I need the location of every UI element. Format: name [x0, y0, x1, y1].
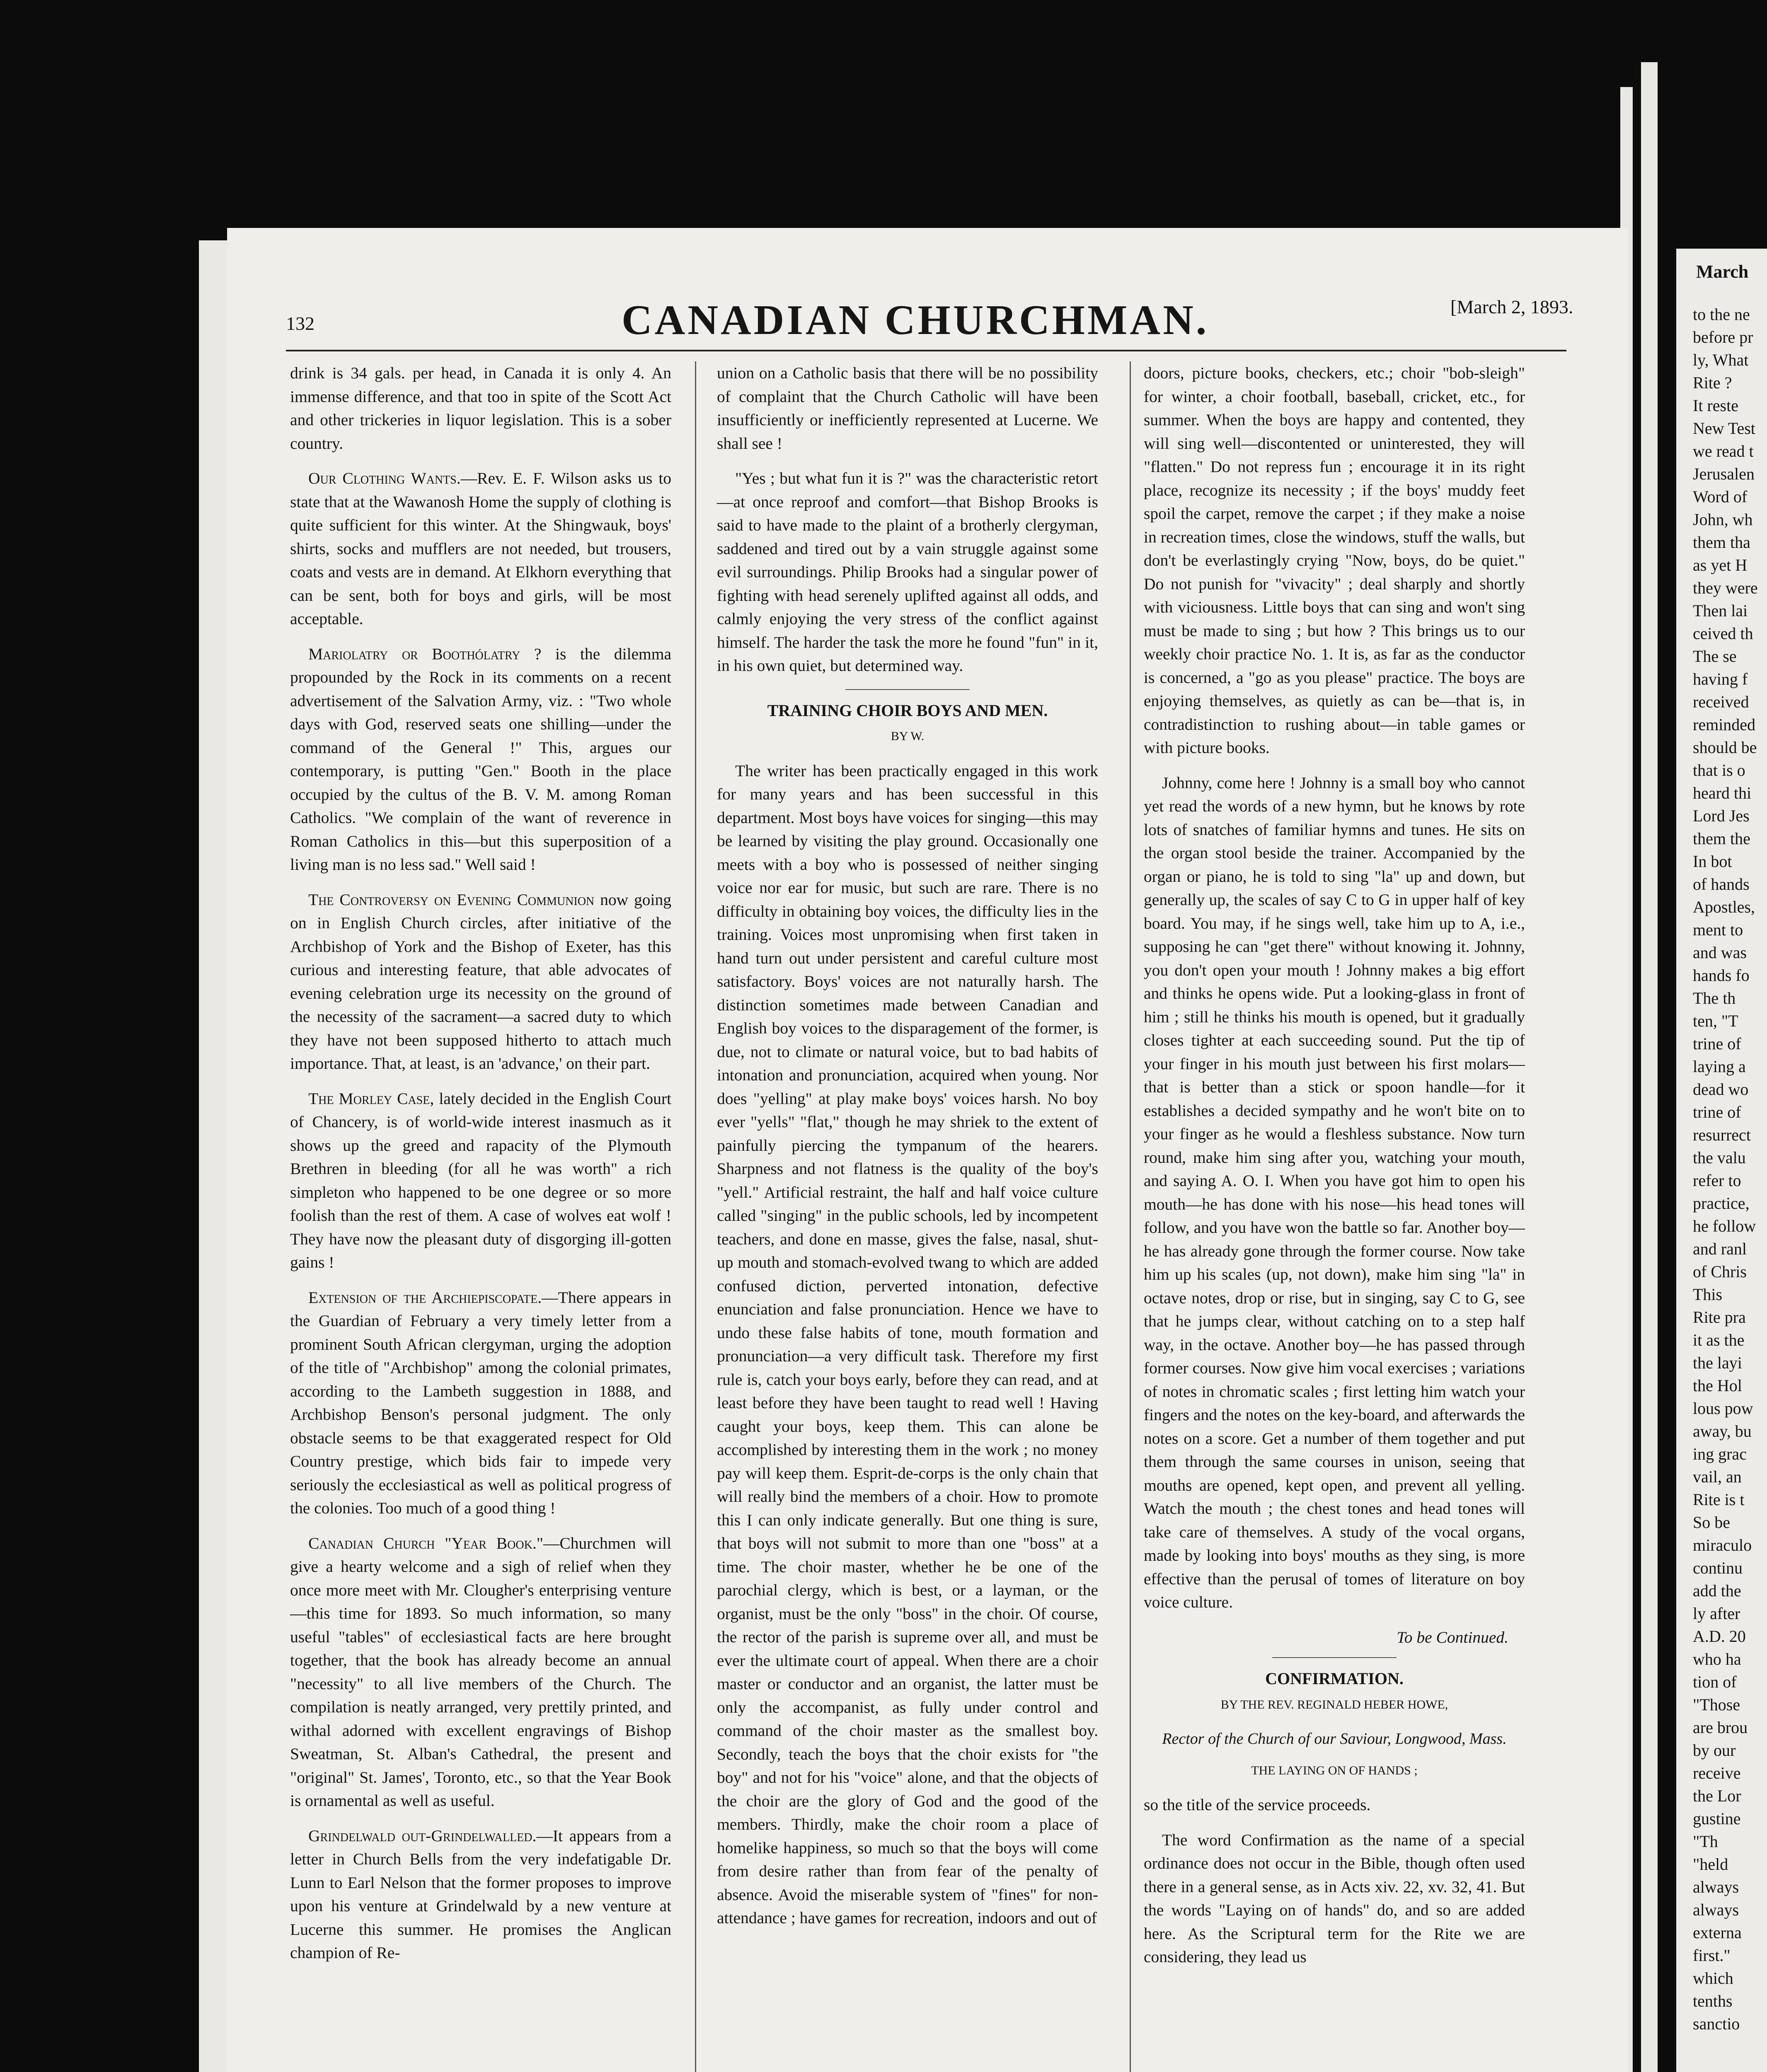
- paragraph-lead: The Morley Case,: [308, 1089, 434, 1108]
- column-rule: [1130, 361, 1131, 2072]
- adjacent-page-line: we read t: [1693, 442, 1754, 460]
- to-be-continued: To be Continued.: [1397, 1628, 1508, 1646]
- header-rule: [286, 350, 1566, 351]
- paragraph-lead: The Controversy on Evening Communion: [308, 890, 595, 909]
- paragraph: [290, 1087, 671, 1274]
- adjacent-page-line: and was: [1693, 943, 1747, 962]
- column-rule: [695, 361, 696, 2072]
- adjacent-page-line: which: [1693, 1969, 1733, 1987]
- adjacent-page-line: ly, What: [1693, 351, 1749, 369]
- adjacent-page-line: Rite pra: [1693, 1308, 1746, 1326]
- adjacent-page-line: "Those: [1693, 1695, 1740, 1714]
- adjacent-page-line: of Chris: [1693, 1262, 1747, 1281]
- adjacent-page-line: to the ne: [1693, 305, 1750, 324]
- page-number: 132: [286, 313, 315, 334]
- paragraph-text: —Rev. E. F. Wilson asks us to state that at the Wawanosh Home the supply of clothing is quite sufficient for this winter. At the Shingwauk, boys' shirts, socks and mufflers are not needed, but trousers, coats and vests are in demand. At Elkhorn everything that can be sent, both for boys and girls, will be most acceptable.: [290, 469, 671, 628]
- adjacent-page-header: March: [1696, 261, 1749, 282]
- adjacent-page-line: The th: [1693, 989, 1736, 1007]
- adjacent-page-line: dead wo: [1693, 1080, 1749, 1099]
- paragraph-text: lately decided in the English Court of Chancery, is of world-wide interest inasmuch as it shows up the greed and rapacity of the Plymouth Brethren in bleeding (for all he was worth" a rich simpleton who happened to be one degree or so more foolish than the rest of them. A case of wolves eat wolf ! They have now the pleasant duty of disgorging ill-gotten gains !: [290, 1089, 671, 1271]
- adjacent-page-line: Rite is t: [1693, 1490, 1745, 1509]
- column-1: [290, 361, 671, 1976]
- page-gutter-right-2: [1641, 62, 1658, 2072]
- paragraph: union on a Catholic basis that there will be no possibility of complaint that the Church Catholic will have been insufficiently or inefficiently represented at Lucerne. We shall see !: [717, 364, 1098, 453]
- adjacent-page-line: Apostles,: [1693, 898, 1755, 916]
- column-3: [1144, 361, 1525, 1980]
- adjacent-page-line: reminded: [1693, 715, 1756, 734]
- adjacent-page-line: Rite ?: [1693, 373, 1732, 392]
- paragraph: so the title of the service proceeds.: [1144, 1796, 1371, 1814]
- adjacent-page-line: the layi: [1693, 1353, 1742, 1372]
- adjacent-page-line: This: [1693, 1285, 1723, 1304]
- adjacent-page-line: them the: [1693, 829, 1750, 848]
- adjacent-page-line: it as the: [1693, 1331, 1745, 1349]
- adjacent-page-line: Jerusalen: [1693, 465, 1755, 483]
- adjacent-page-line: laying a: [1693, 1057, 1746, 1076]
- section-divider: [1272, 1657, 1397, 1658]
- adjacent-page-line: externa: [1693, 1923, 1742, 1942]
- paragraph-text: —There appears in the Guardian of February a very timely letter from a prominent South African clergyman, urging the adoption of the title of "Archbishop" among the colonial primates, according to the Lambeth suggestion in 1888, and Archbishop Benson's personal judgment. The only obstacle seems to be that exaggerated respect for Old Country prestige, which bids fair to impede very seriously the ecclesiastical as well as political progress of the colonies. Too much of a good thing !: [290, 1288, 672, 1517]
- adjacent-page-line: The se: [1693, 647, 1737, 666]
- article-byline: BY THE REV. REGINALD HEBER HOWE,: [1220, 1697, 1448, 1711]
- adjacent-page-line: who ha: [1693, 1650, 1741, 1668]
- adjacent-page-line: by our: [1693, 1741, 1736, 1760]
- section-heading: THE LAYING ON OF HANDS ;: [1251, 1763, 1418, 1777]
- adjacent-page-line: he follow: [1693, 1217, 1756, 1235]
- adjacent-page-line: ly after: [1693, 1604, 1740, 1623]
- adjacent-page-line: should be: [1693, 738, 1757, 757]
- adjacent-page-line: practice,: [1693, 1194, 1750, 1213]
- paragraph: [290, 1286, 671, 1520]
- adjacent-page-line: refer to: [1693, 1171, 1741, 1190]
- adjacent-page-line: first.": [1693, 1946, 1731, 1965]
- adjacent-page-line: the valu: [1693, 1148, 1746, 1167]
- adjacent-page-line: as yet H: [1693, 556, 1748, 574]
- paragraph: [290, 888, 671, 1075]
- article-title: TRAINING CHOIR BOYS AND MEN.: [767, 701, 1048, 720]
- adjacent-page-line: It reste: [1693, 396, 1738, 415]
- paragraph: Johnny, come here ! Johnny is a small boy who cannot yet read the words of a new hymn, but he knows by rote lots of snatches of familiar hymns and tunes. He sits on the organ stool beside the trainer. Accompanied by the organ or piano, he is told to sing "la" up and down, but generally up, the scales of say C to G in upper half of key board. You may, if he sings well, take him up to A, i.e., supposing he can "get there" without knowing it. Johnny, you don't open your mouth ! Johnny makes a big effort and thinks he opens wide. Put a looking-glass in front of him ; still he thinks his mouth is opened, but it gradually closes tighter at each succeeding sound. Put the tip of your finger in his mouth just between his first molars—that is better than a stick or spoon handle—for it establishes a decided sympathy and he won't bite on to your finger as he would a fleshless substance. Now turn round, make him sing after you, watching your mouth, and saying A. O. I. When you have got him to open his mouth—he has done with his nose—his head tones will follow, and you have won the battle so far. Another boy—he has already gone through the former course. Now take him up his scales (up, not down), make him sing "la" in octave notes, drop or rise, but in singing, say C to G, see that he jumps clear, without catching on to a step half way, in the octave. Another boy—he has passed through former courses. Now give him vocal exercises ; variations of notes in chromatic scales ; first letting him watch your fingers and the notes on the key-board, and afterwards the notes on a score. Get a number of them together and put them through the same courses in unison, seeing that mouths are opened, kept open, and prevent all yelling. Watch the mouth ; the chest tones and head tones will take care of themselves. A study of the vocal organs, made by looking into boys' mouths as they sing, is more effective than the perusal of tomes of literature on boy voice culture.: [1144, 773, 1525, 1611]
- adjacent-page-line: are brou: [1693, 1718, 1748, 1737]
- adjacent-page-line: miraculo: [1693, 1536, 1752, 1554]
- adjacent-page-line: of hands: [1693, 875, 1750, 893]
- paragraph-text: now going on in English Church circles, after initiative of the Archbishop of York and the Bishop of Exeter, has this curious and interesting feature, that able advocates of evening celebration urge its necessity on the ground of the necessity of the sacrament—a sacred duty to which they have not been supposed hitherto to attach much importance. That, at least, is an 'advance,' on their part.: [290, 890, 672, 1072]
- paragraph: [290, 1532, 671, 1813]
- adjacent-page-fragment: [1676, 249, 1767, 2072]
- paragraph: [290, 1824, 671, 1965]
- adjacent-page-line: tenths: [1693, 1992, 1733, 2010]
- adjacent-page-line: that is o: [1693, 761, 1745, 779]
- paragraph: [290, 642, 671, 876]
- masthead: CANADIAN CHURCHMAN.: [622, 297, 1209, 344]
- adjacent-page-line: ing grac: [1693, 1445, 1747, 1463]
- paragraph-lead: Mariolatry or Boothólatry ?: [308, 644, 542, 663]
- adjacent-page-line: lous pow: [1693, 1399, 1753, 1418]
- paragraph-text: —Churchmen will give a hearty welcome and a sigh of relief when they once more meet with Mr. Clougher's enterprising venture—this time for 1893. So much information, so many useful "tables" of ecclesiastical facts are here brought together, that the book has already become an annual "necessity" to all live members of the Church. The compilation is neatly arranged, very prettily printed, and withal adorned with excellent engravings of Bishop Sweatman, St. Alban's Cathedral, the present and "original" St. James', Toronto, etc., so that the Year Book is ornamental as well as useful.: [290, 1534, 671, 1810]
- adjacent-page-line: always: [1693, 1900, 1739, 1919]
- adjacent-page-line: ten, "T: [1693, 1012, 1738, 1030]
- adjacent-page-line: A.D. 20: [1693, 1627, 1746, 1646]
- paragraph-lead: Our Clothing Wants.: [308, 469, 461, 487]
- paragraph: [290, 361, 671, 455]
- adjacent-page-line: away, bu: [1693, 1422, 1752, 1440]
- adjacent-page-line: "held: [1693, 1855, 1728, 1874]
- paragraph-text: is the dilemma propounded by the Rock in its comments on a recent advertisement of the Salvation Army, viz. : "Two whole days with God, reserved seats one shilling—under the command of the General !" This, argues our contemporary, is putting "Gen." Booth in the place occupied by the cultus of the B. V. M. among Roman Catholics. "We complain of the want of reverence in Roman Catholics in this—but this superposition of a living man is no less sad." Well said !: [290, 644, 671, 874]
- adjacent-page-line: always: [1693, 1878, 1739, 1896]
- adjacent-page-line: trine of: [1693, 1034, 1741, 1053]
- section-divider: [845, 689, 970, 690]
- adjacent-page-line: before pr: [1693, 328, 1753, 346]
- adjacent-page-line: they were: [1693, 579, 1758, 597]
- paragraph: The writer has been practically engaged in this work for many years and has been successful in this department. Most boys have voices for singing—this may be learned by visiting the play ground. Occasionally one meets with a boy who is possessed of neither singing voice nor ear for music, but such are rare. There is no difficulty in obtaining boy voices, the difficulty lies in the training. Voices most unpromising when first taken in hand turn out under persistent and careful culture most satisfactory. Boys' voices are not naturally harsh. The distinction sometimes made between Canadian and English boy voices to the disparagement of the former, is due, not to climate or natural voice, but to bad habits of intonation and pronunciation, acquired when young. Nor does "yelling" at play make boys' voices harsh. No boy ever "yells" "flat," though he may shriek to the extent of painfully piercing the tympanum of the hearers. Sharpness and not flatness is the quality of the boy's "yell." Artificial restraint, the half and half voice culture called "singing" in the public schools, led by incompetent teachers, and done en masse, gives the false, nasal, shut-up mouth and stomach-evolved twang to which are added confused diction, perverted intonation, defective enunciation and false pronunciation. Hence we have to undo these false habits of tone, mouth formation and pronunciation—a very difficult task. Therefore my first rule is, catch your boys early, before they can read, and at least before they have been taught to read well ! Having caught your boys, keep them. This can alone be accomplished by interesting them in the work ; no money pay will keep them. Esprit-de-corps is the only chain that will really bind the members of a choir. How to promote this I can only indicate generally. But one thing is sure, that boys will not submit to more than one "boss" at a time. The choir master, whether he be one of the parochial clergy, which is best, or a layman, or the organist, must be the only "boss" in the choir. Of course, the rector of the parish is supreme over all, and must be ever the ultimate court of appeal. When there are a choir master or conductor and an organist, the latter must be only the accompanist, as fully under control and command of the choir master as the smallest boy. Secondly, teach the boys that the choir exists for "the boy" and not for his "voice" alone, and that the objects of the choir are the glory of God and the good of the members. Thirdly, make the choir room a place of homelike happiness, so much so that the boys will come from desire rather than from fear of the penalty of absence. Avoid the miserable system of "fines" for non-attendance ; have games for recreation, indoors and out of: [717, 761, 1098, 1927]
- adjacent-page-text: [1676, 303, 1767, 2035]
- paragraph-text: —It appears from a letter in Church Bells from the very indefatigable Dr. Lunn to Earl Nelson that the former proposes to improve upon his venture at Grindelwald by a new venture at Lucerne this summer. He promises the Anglican champion of Re-: [290, 1826, 671, 1962]
- adjacent-page-line: vail, an: [1693, 1467, 1742, 1486]
- paragraph: [290, 467, 671, 631]
- adjacent-page-line: them tha: [1693, 533, 1750, 552]
- adjacent-page-line: "Th: [1693, 1832, 1718, 1851]
- article-affiliation: Rector of the Church of our Saviour, Longwood, Mass.: [1162, 1730, 1507, 1748]
- paragraph-lead: Grindelwald out-Grindelwalled.: [308, 1826, 537, 1845]
- adjacent-page-line: the Lor: [1693, 1786, 1741, 1805]
- paragraph: "Yes ; but what fun it is ?" was the characteristic retort—at once reproof and comfort—that Bishop Brooks is said to have made to the plaint of a brotherly clergyman, saddened and tired out by a vain struggle against some evil surroundings. Philip Brooks had a singular power of fighting with head serenely uplifted against all odds, and calmly enjoying the very stress of the conflict against himself. The harder the task the more he found "fun" in it, in his own quiet, but determined way.: [717, 469, 1098, 675]
- paragraph: doors, picture books, checkers, etc.; choir "bob-sleigh" for winter, a choir football, baseball, cricket, etc., for summer. When the boys are happy and contented, they will sing well—discontented or uninterested, they will "flatten." Do not repress fun ; encourage it in its right place, recognize its necessity ; if the boys' muddy feet spoil the carpet, remove the carpet ; if they make a noise in recreation times, close the windows, stuff the walls, but don't be everlastingly crying "Now, boys, do be quiet." Do not punish for "vivacity" ; deal sharply and shortly with viciousness. Little boys that can sing and won't sing must be made to sing ; but how ? This brings us to our weekly choir practice No. 1. It is, as far as the conductor is concerned, a "go as you please" practice. The boys are enjoying themselves, as quietly as can be—that is, in contradistinction to rushing about—in table games or with picture books.: [1144, 364, 1525, 757]
- adjacent-page-line: Then lai: [1693, 601, 1748, 620]
- adjacent-page-line: hands fo: [1693, 966, 1750, 985]
- adjacent-page-line: trine of: [1693, 1103, 1741, 1121]
- paragraph-lead: Extension of the Archiepiscopate.: [308, 1288, 542, 1307]
- adjacent-page-line: Lord Jes: [1693, 806, 1750, 825]
- adjacent-page-line: receive: [1693, 1764, 1741, 1782]
- adjacent-page-line: and ranl: [1693, 1239, 1747, 1258]
- adjacent-page-line: In bot: [1693, 852, 1732, 871]
- paragraph: The word Confirmation as the name of a special ordinance does not occur in the Bible, though often used there in a general sense, as in Acts xiv. 22, xv. 32, 41. But the words "Laying on of hands" do, and so are added here. As the Scriptural term for the Rite we are considering, they lead us: [1144, 1830, 1525, 1966]
- adjacent-page-line: So be: [1693, 1513, 1730, 1532]
- column-2: [717, 361, 1098, 1941]
- article-byline: BY W.: [891, 729, 925, 743]
- issue-date: [March 2, 1893.: [1450, 296, 1573, 317]
- paragraph-text: drink is 34 gals. per head, in Canada it is only 4. An immense difference, and that too in spite of the Scott Act and other trickeries in liquor legislation. This is a sober country.: [290, 364, 671, 453]
- adjacent-page-line: continu: [1693, 1559, 1743, 1577]
- adjacent-page-line: the Hol: [1693, 1376, 1742, 1395]
- adjacent-page-line: resurrect: [1693, 1126, 1751, 1144]
- adjacent-page-line: ceived th: [1693, 624, 1753, 643]
- adjacent-page-line: having f: [1693, 670, 1748, 688]
- adjacent-page-line: ment to: [1693, 920, 1743, 939]
- adjacent-page-line: sanctio: [1693, 2014, 1740, 2033]
- adjacent-page-line: heard thi: [1693, 784, 1752, 802]
- paragraph-lead: Canadian Church "Year Book.": [308, 1534, 543, 1552]
- adjacent-page-line: tion of: [1693, 1673, 1737, 1691]
- adjacent-page-line: received: [1693, 692, 1749, 711]
- adjacent-page-line: add the: [1693, 1581, 1741, 1600]
- adjacent-page-line: John, wh: [1693, 510, 1753, 529]
- adjacent-page-line: New Test: [1693, 419, 1755, 438]
- article-title: CONFIRMATION.: [1265, 1669, 1404, 1688]
- adjacent-page-line: gustine: [1693, 1809, 1741, 1828]
- adjacent-page-line: Word of: [1693, 487, 1748, 506]
